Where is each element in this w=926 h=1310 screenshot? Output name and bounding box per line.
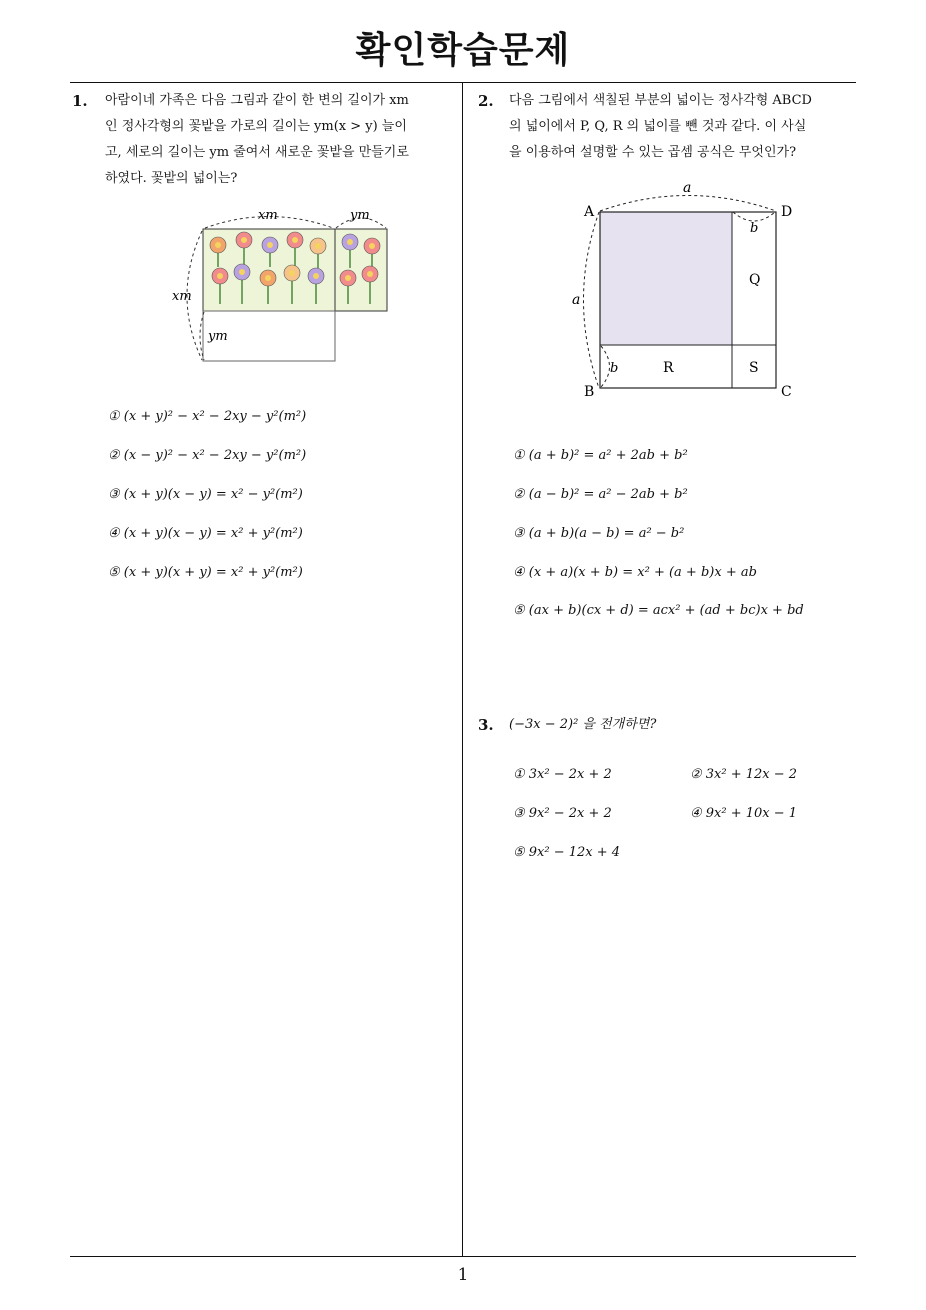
q1-garden-figure [160, 200, 400, 370]
q1-option-5[interactable]: ⑤ (x + y)(x + y) = x² + y²(m²) [108, 565, 303, 580]
q2-text [509, 88, 812, 166]
q2-option-3[interactable]: ③ (a + b)(a − b) = a² − b² [513, 526, 685, 541]
label-x-left: xm [172, 289, 192, 304]
label-b-left: b [610, 361, 619, 376]
q3-text: (−3x − 2)² 을 전개하면? [509, 717, 657, 732]
q1-line: 하였다. 꽃밭의 넓이는? [105, 171, 238, 186]
label-a-top: a [683, 180, 692, 196]
q1-text [105, 88, 409, 192]
q2-line: 다음 그림에서 색칠된 부분의 넓이는 정사각형 ABCD [509, 93, 812, 108]
label-B: B [584, 384, 595, 400]
q3-option-5[interactable]: ⑤ 9x² − 12x + 4 [513, 845, 621, 860]
column-divider [462, 82, 463, 1257]
label-D: D [781, 204, 793, 220]
label-Q: Q [749, 272, 761, 288]
q2-option-2[interactable]: ② (a − b)² = a² − 2ab + b² [513, 487, 688, 502]
q2-line: 을 이용하여 설명할 수 있는 곱셈 공식은 무엇인가? [509, 145, 797, 160]
q3-number: 3. [478, 716, 494, 734]
q2-option-4[interactable]: ④ (x + a)(x + b) = x² + (a + b)x + ab [513, 565, 757, 580]
arc-top-a [600, 196, 776, 212]
q1-line: 인 정사각형의 꽃밭을 가로의 길이는 ym(x > y) 늘이 [105, 119, 407, 134]
q2-square-figure [560, 178, 810, 403]
q1-number: 1. [72, 92, 88, 110]
label-C: C [781, 384, 792, 400]
q3-option-4[interactable]: ④ 9x² + 10x − 1 [690, 806, 798, 821]
label-b-top: b [750, 221, 759, 236]
label-S: S [749, 360, 759, 376]
q3-option-3[interactable]: ③ 9x² − 2x + 2 [513, 806, 612, 821]
label-a-left: a [572, 292, 581, 308]
shaded-square [600, 212, 732, 345]
q2-option-5[interactable]: ⑤ (ax + b)(cx + d) = acx² + (ad + bc)x + bd [513, 603, 804, 618]
q1-option-1[interactable]: ① (x + y)² − x² − 2xy − y²(m²) [108, 409, 307, 424]
q3-option-2[interactable]: ② 3x² + 12x − 2 [690, 767, 798, 782]
q2-line: 의 넓이에서 P, Q, R 의 넓이를 뺀 것과 같다. 이 사실 [509, 119, 807, 134]
q3-option-1[interactable]: ① 3x² − 2x + 2 [513, 767, 612, 782]
label-x-top: xm [258, 208, 278, 223]
label-y-top: ym [350, 208, 370, 223]
label-A: A [584, 204, 595, 220]
page-title: 확인학습문제 [355, 30, 571, 71]
q1-option-4[interactable]: ④ (x + y)(x − y) = x² + y²(m²) [108, 526, 303, 541]
label-R: R [663, 360, 674, 376]
arc-top-b [733, 212, 775, 221]
q1-option-3[interactable]: ③ (x + y)(x − y) = x² − y²(m²) [108, 487, 303, 502]
page-number: 1 [457, 1265, 469, 1285]
header-rule [70, 82, 856, 83]
arc-left-b [601, 346, 610, 387]
footer-rule [70, 1256, 856, 1257]
q1-option-2[interactable]: ② (x − y)² − x² − 2xy − y²(m²) [108, 448, 307, 463]
arc-left-a [584, 212, 600, 388]
label-y-left: ym [208, 329, 228, 344]
q1-line: 아람이네 가족은 다음 그림과 같이 한 변의 길이가 xm [105, 93, 409, 108]
q2-number: 2. [478, 92, 494, 110]
q2-option-1[interactable]: ① (a + b)² = a² + 2ab + b² [513, 448, 688, 463]
q1-line: 고, 세로의 길이는 ym 줄여서 새로운 꽃밭을 만들기로 [105, 145, 409, 160]
